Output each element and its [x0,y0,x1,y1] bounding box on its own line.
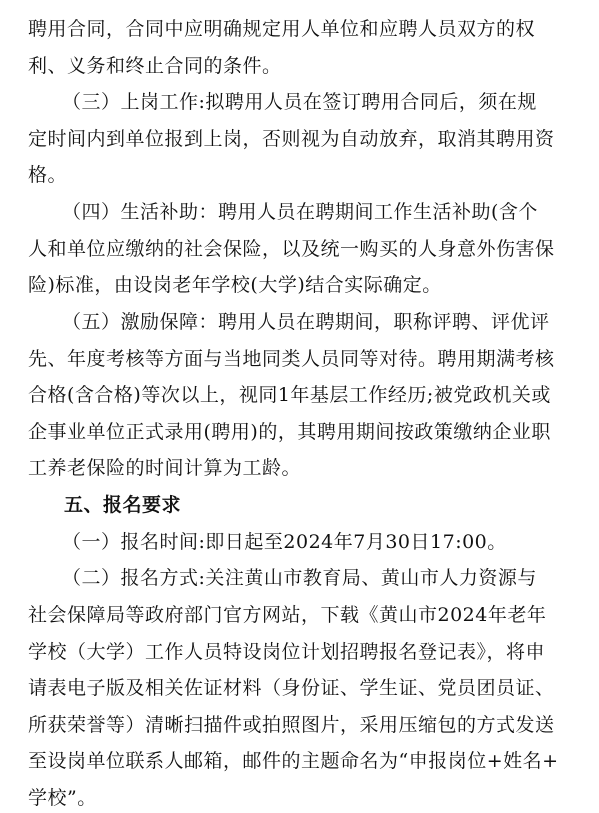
paragraph-line: 至设岗单位联系人邮箱，邮件的主题命名为“申报岗位+姓名+ [28,750,559,773]
paragraph-line: （四）生活补助：聘用人员在聘期间工作生活补助(含个 [62,201,538,224]
paragraph-line: （一）报名时间:即日起至2024年7月30日17:00。 [62,530,507,553]
paragraph-line: 险)标准，由设岗老年学校(大学)结合实际确定。 [28,274,442,297]
paragraph-line: 所获荣誉等）清晰扫描件或拍照图片，采用压缩包的方式发送 [28,713,555,736]
paragraph-line: 学校”。 [28,787,97,809]
paragraph-line: 先、年度考核等方面与当地同类人员同等对待。聘用期满考核 [28,347,555,370]
paragraph-line: 利、义务和终止合同的条件。 [28,54,282,77]
paragraph-line: 请表电子版及相关佐证材料（身份证、学生证、党员团员证、 [28,677,555,700]
paragraph-line: 人和单位应缴纳的社会保险，以及统一购买的人身意外伤害保 [28,237,555,260]
paragraph-line: 合格(含合格)等次以上，视同1年基层工作经历;被党政机关或 [28,384,551,407]
paragraph-line: （二）报名方式:关注黄山市教育局、黄山市人力资源与 [62,567,537,590]
paragraph-line: 聘用合同，合同中应明确规定用人单位和应聘人员双方的权 [28,18,536,40]
section-heading: 五、报名要求 [64,494,182,517]
paragraph-line: 工养老保险的时间计算为工龄。 [28,457,302,480]
paragraph-line: 格。 [28,164,68,187]
paragraph-line: （五）激励保障：聘用人员在聘期间，职称评聘、评优评 [62,310,550,333]
paragraph-line: 定时间内到单位报到上岗，否则视为自动放弃，取消其聘用资 [28,127,555,150]
paragraph-line: 学校（大学）工作人员特设岗位计划招聘报名登记表》，将申 [28,640,546,663]
paragraph-line: （三）上岗工作:拟聘用人员在签订聘用合同后，须在规 [62,91,537,114]
paragraph-line: 社会保障局等政府部门官方网站，下载《黄山市2024年老年 [28,603,547,626]
paragraph-line: 企事业单位正式录用(聘用)的，其聘用期间按政策缴纳企业职 [28,420,551,443]
